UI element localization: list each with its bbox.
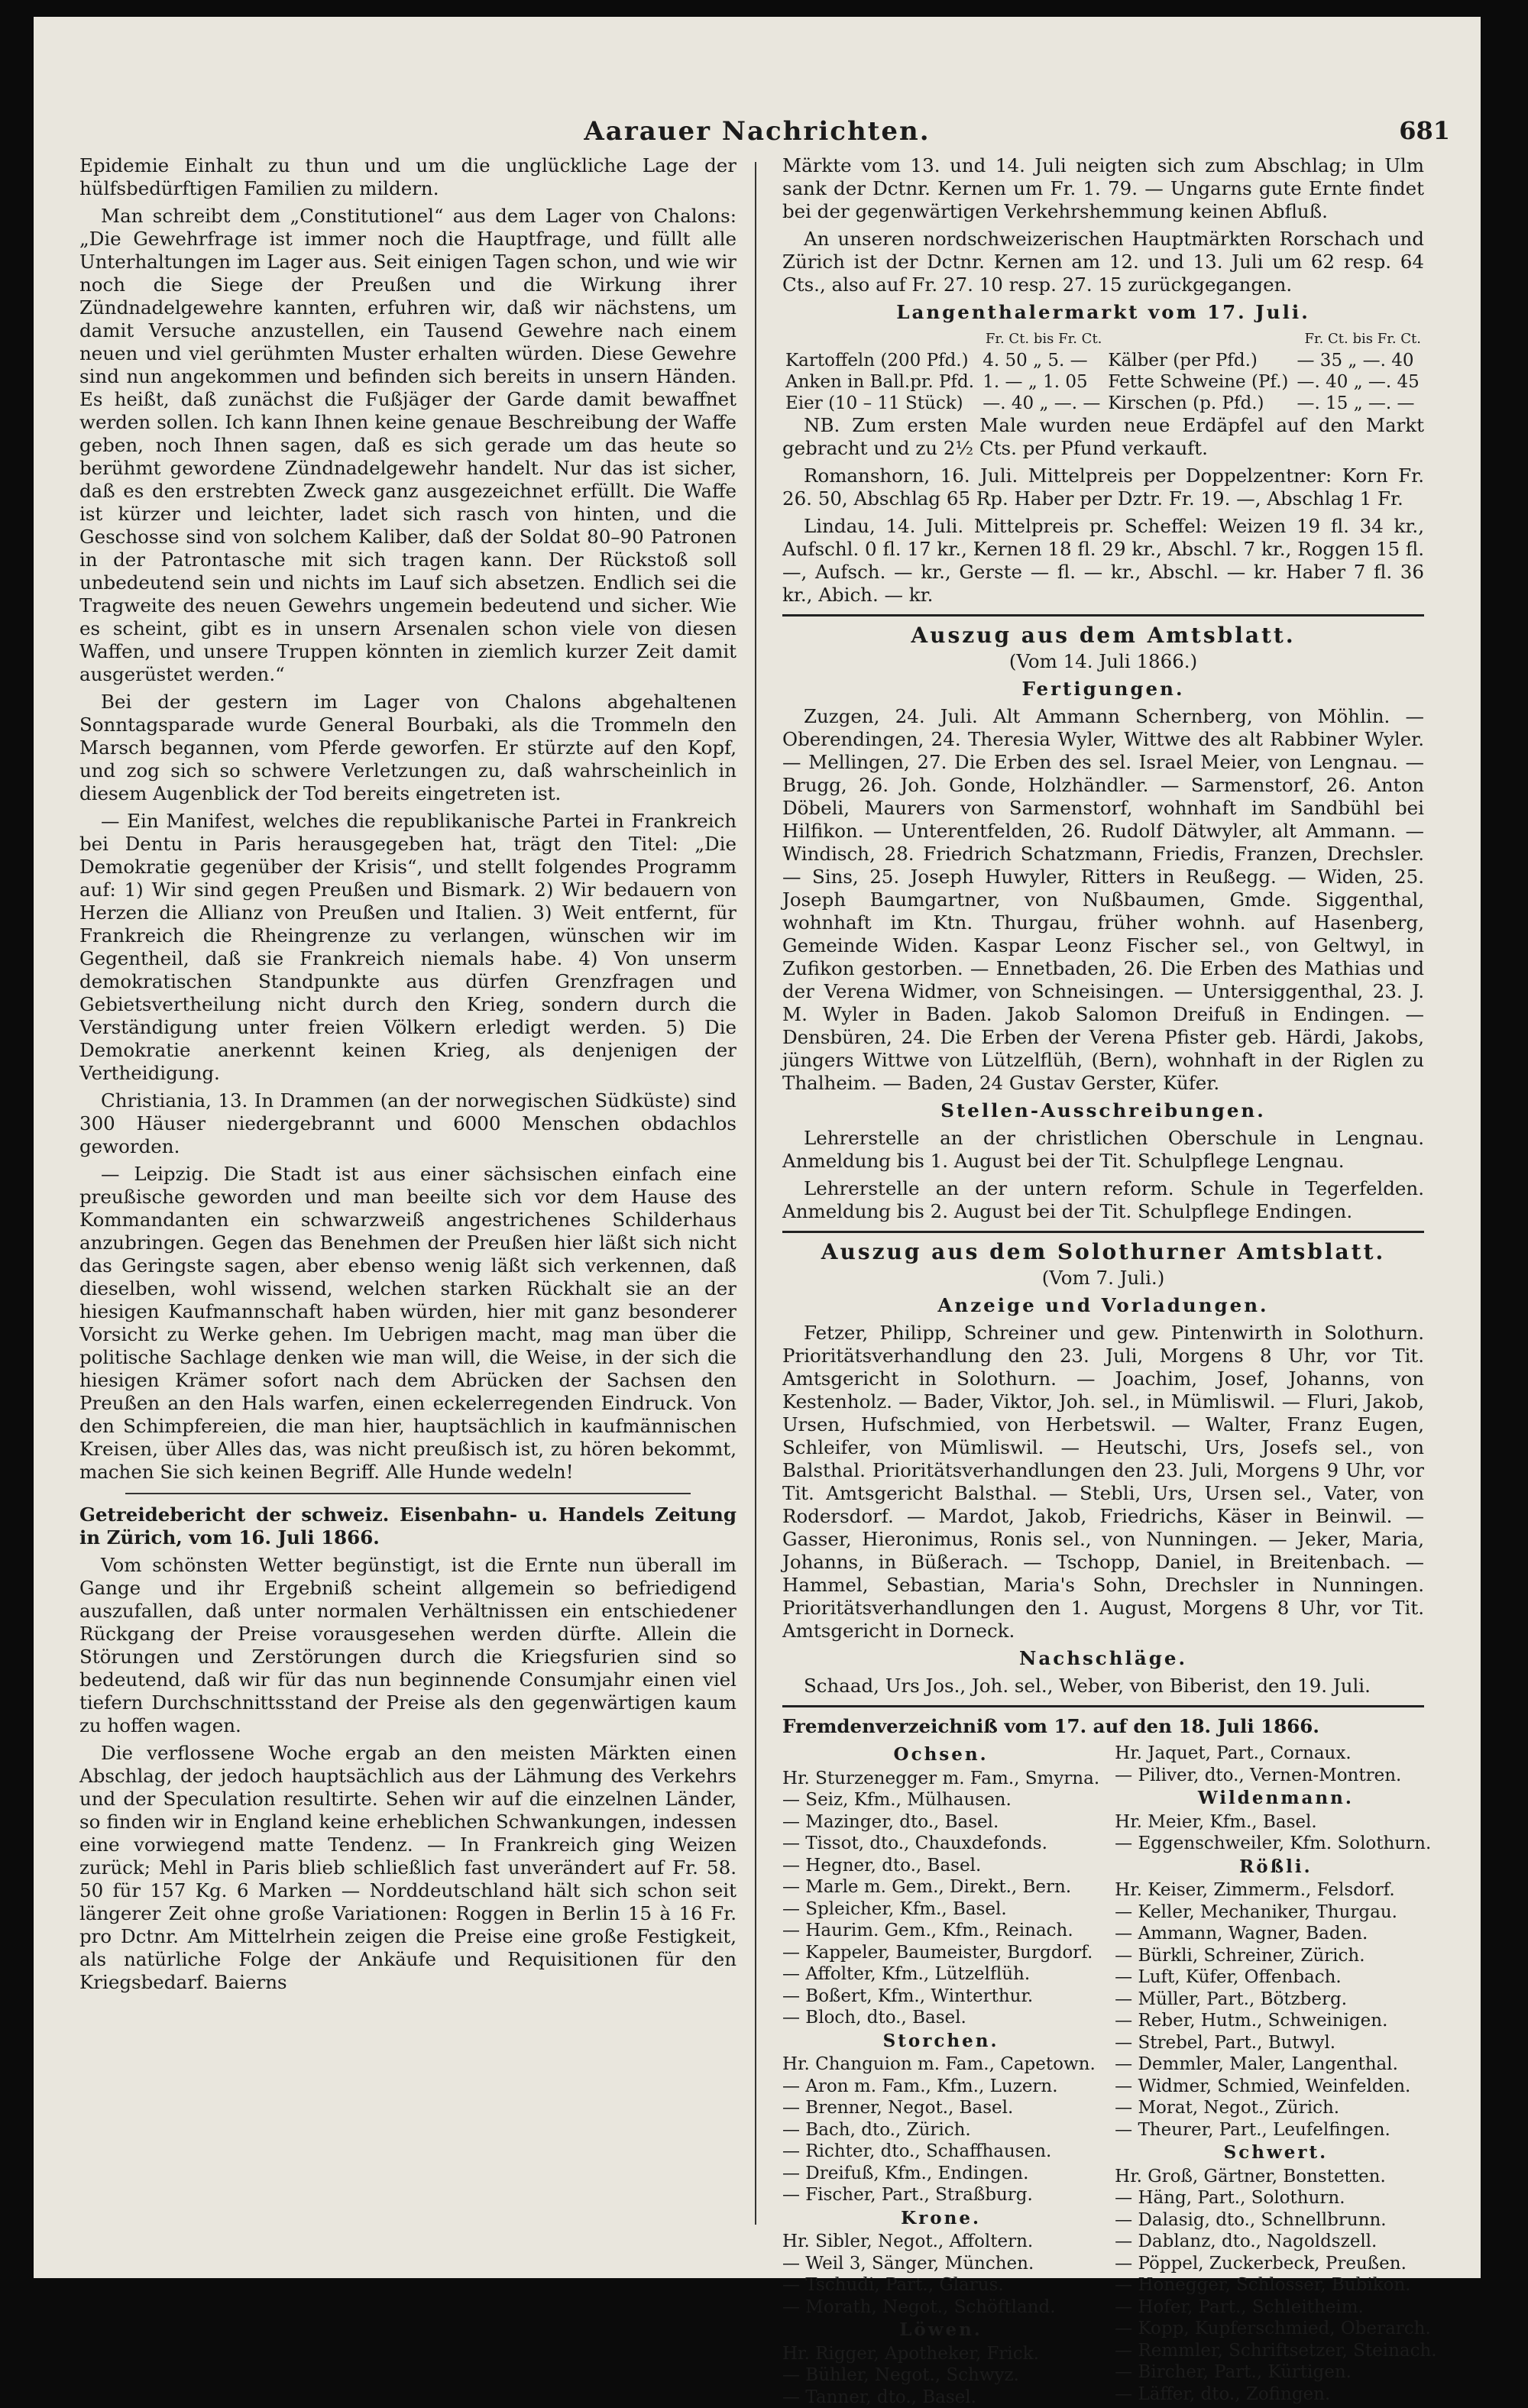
article-paragraph: — Leipzig. Die Stadt ist aus einer sächsischen einfach eine preußische geworden und man beeilte sich vor dem Hause des Kommandanten ein schwarzweiß angestrichenes Schilderhaus anzubringen. Gegen das Benehmen der Preußen hier läßt sich nicht das Geringste sagen, aber ebenso wenig läßt sich verkennen, daß dieselben, wohl wissend, welchen starken Rückhalt sie an der hiesigen Kaufmannschaft haben würden, hier mit ganz besonderer Vorsicht zu Werke gehen. Im Uebrigen macht, mag man über die politische Sachlage denken wie man will, die Weise, in der sich die hiesigen Krämer sofort nach dem Abrücken der Sachsen den Preußen an den Hals warfen, einen eckelerregenden Eindruck. Von den Schimpfereien, die man hier, hauptsächlich in kaufmännischen Kreisen, über Alles das, was nicht preußisch ist, zu hören bekommt, machen Sie sich keinen Begriff. Alle Hunde wedeln! xyxy=(79,1163,736,1484)
hotel-name: Löwen. xyxy=(782,2319,1099,2342)
guest-entry: — Spleicher, Kfm., Basel. xyxy=(782,1898,1099,1921)
newspaper-page xyxy=(34,17,1481,2278)
section-rule xyxy=(782,1705,1424,1707)
report-heading: Getreidebericht der schweiz. Eisenbahn- u. Handels Zeitung in Zürich, vom 16. Juli 1866. xyxy=(79,1503,736,1549)
stellen-heading: Stellen-Ausschreibungen. xyxy=(782,1099,1424,1122)
page-header xyxy=(34,32,1481,131)
article-paragraph: Schaad, Urs Jos., Joh. sel., Weber, von Biberist, den 19. Juli. xyxy=(782,1675,1424,1698)
guest-entry: — Dalasig, dto., Schnellbrunn. xyxy=(1115,2209,1436,2232)
article-paragraph: Romanshorn, 16. Juli. Mittelpreis per Doppelzentner: Korn Fr. 26. 50, Abschlag 65 Rp. Haber per Dztr. Fr. 19. —, Abschlag 1 Fr. xyxy=(782,464,1424,510)
guest-entry: — Marle m. Gem., Direkt., Bern. xyxy=(782,1876,1099,1898)
fertigungen-heading: Fertigungen. xyxy=(782,678,1424,701)
fremden-title: Fremdenverzeichniß vom 17. auf den 18. Juli 1866. xyxy=(782,1715,1424,1738)
article-paragraph: Märkte vom 13. und 14. Juli neigten sich zum Abschlag; in Ulm sank der Dctnr. Kernen um Fr. 1. 79. — Ungarns gute Ernte findet bei der gegenwärtigen Verkehrshemmung keinen Abfluß. xyxy=(782,154,1424,223)
guest-entry: — Häng, Part., Solothurn. xyxy=(1115,2187,1436,2209)
guest-column-right xyxy=(1115,1743,1436,2408)
guest-entry: — Kappeler, Baumeister, Burgdorf. xyxy=(782,1942,1099,1964)
guest-entry: — Haurim. Gem., Kfm., Reinach. xyxy=(782,1920,1099,1942)
guest-entry: — Morath, Negot., Schöftland. xyxy=(782,2296,1099,2319)
guest-entry: — Keller, Mechaniker, Thurgau. xyxy=(1115,1901,1436,1924)
section-rule xyxy=(782,1231,1424,1233)
guest-entry: — Richter, dto., Schaffhausen. xyxy=(782,2141,1099,2163)
anzeige-heading: Anzeige und Vorladungen. xyxy=(782,1294,1424,1317)
guest-entry: Hr. Changuion m. Fam., Capetown. xyxy=(782,2054,1099,2076)
column-divider xyxy=(755,162,756,2225)
table-cell: — 35 „ —. 40 xyxy=(1294,350,1425,371)
guest-entry: — Hofer, Part., Schleitheim. xyxy=(1115,2296,1436,2319)
table-row xyxy=(782,371,1424,393)
hotel-name: Wildenmann. xyxy=(1115,1788,1436,1810)
guest-entry: — Fischer, Part., Straßburg. xyxy=(782,2184,1099,2206)
amtsblatt-title: Auszug aus dem Amtsblatt. xyxy=(782,624,1424,647)
market-title: Langenthalermarkt vom 17. Juli. xyxy=(782,301,1424,324)
guest-entry: — Luft, Küfer, Offenbach. xyxy=(1115,1966,1436,1989)
table-cell: 4. 50 „ 5. — xyxy=(979,350,1105,371)
guest-entry: — Boßert, Kfm., Winterthur. xyxy=(782,1986,1099,2008)
guest-entry: — Kopp, Kupferschmied, Oberarch. xyxy=(1115,2318,1436,2340)
amtsblatt-date: (Vom 14. Juli 1866.) xyxy=(782,650,1424,673)
article-paragraph: Zuzgen, 24. Juli. Alt Ammann Schernberg, von Möhlin. — Oberendingen, 24. Theresia Wyler, Wittwe des alt Rabbiner Wyler. — Mellingen, 27. Die Erben des sel. Israel Meier, von Lengnau. — Brugg, 26. Joh. Gonde, Holzhändler. — Sarmenstorf, 26. Anton Döbeli, Maurers von Sarmenstorf, wohnhaft im Sandbühl bei Hilfikon. — Unterentfelden, 26. Rudolf Dätwyler, alt Ammann. — Windisch, 28. Friedrich Schatzmann, Friedis, Franzen, Drechsler. — Sins, 25. Joseph Huwyler, Ritters in Reußegg. — Widen, 25. Joseph Baumgartner, von Nußbaumen, Gmde. Siggenthal, wohnhaft im Ktn. Thurgau, früher wohnh. auf Hasenberg, Gemeinde Widen. Kaspar Leonz Fischer sel., von Geltwyl, in Zufikon gestorben. — Ennetbaden, 26. Die Erben des Mathias und der Verena Widmer, von Schneisingen. — Untersiggenthal, 23. J. M. Wyler in Baden. Jakob Salomon Dreifuß in Endingen. — Densbüren, 24. Die Erben der Verena Pfister geb. Härdi, Jakobs, jüngers Wittwe von Lützelflüh, (Bern), wohnhaft in der Riglen zu Thalheim. — Baden, 24 Gustav Gerster, Küfer. xyxy=(782,705,1424,1095)
guest-entry: — Affolter, Kfm., Lützelflüh. xyxy=(782,1963,1099,1986)
table-cell: Kälber (per Pfd.) xyxy=(1105,350,1293,371)
article-paragraph: NB. Zum ersten Male wurden neue Erdäpfel auf den Markt gebracht und zu 2½ Cts. per Pfund verkauft. xyxy=(782,414,1424,460)
article-paragraph: — Ein Manifest, welches die republikanische Partei in Frankreich bei Dentu in Paris herausgegeben hat, trägt den Titel: „Die Demokratie gegenüber der Krisis“, und stellt folgendes Programm auf: 1) Wir sind gegen Preußen und Bismark. 2) Wir bedauern von Herzen die Allianz von Preußen und Italien. 3) Weit entfernt, für Frankreich die Rheingrenze zu verlangen, wünschen wir im Gegentheil, daß sie Frankreich niemals habe. 4) Von unserm demokratischen Standpunkte aus dürfen Grenzfragen und Gebietsvertheilung nicht durch den Krieg, sondern durch die Verständigung unter freien Völkern erledigt werden. 5) Die Demokratie anerkennt keinen Krieg, als denjenigen der Vertheidigung. xyxy=(79,810,736,1085)
table-cell: Eier (10 – 11 Stück) xyxy=(782,393,979,414)
solothurn-date: (Vom 7. Juli.) xyxy=(782,1267,1424,1290)
left-column xyxy=(79,154,736,1999)
table-cell: Kartoffeln (200 Pfd.) xyxy=(782,350,979,371)
article-paragraph: Lehrerstelle an der christlichen Oberschule in Lengnau. Anmeldung bis 1. August bei der Tit. Schulpflege Lengnau. xyxy=(782,1127,1424,1173)
page-number: 681 xyxy=(1399,116,1450,145)
guest-entry: Hr. Sturzenegger m. Fam., Smyrna. xyxy=(782,1768,1099,1790)
article-paragraph: Vom schönsten Wetter begünstigt, ist die Ernte nun überall im Gange und ihr Ergebniß scheint allgemein so befriedigend auszufallen, daß unter normalen Verhältnissen ein entschiedener Rückgang der Preise vorausgesehen werden dürfte. Allein die Störungen und Zerstörungen durch die Kriegsfurien sind so bedeutend, daß wir für das nun beginnende Consumjahr einen viel tiefern Durchschnittsstand der Preise als den gegenwärtigen kaum zu hoffen wagen. xyxy=(79,1554,736,1737)
market-column-head: Fr. Ct. bis Fr. Ct. xyxy=(979,329,1105,350)
hotel-name: Storchen. xyxy=(782,2031,1099,2053)
table-cell: —. 15 „ —. — xyxy=(1294,393,1425,414)
guest-entry: — Hegner, dto., Basel. xyxy=(782,1855,1099,1877)
guest-entry: Hr. Meier, Kfm., Basel. xyxy=(1115,1811,1436,1834)
article-paragraph: Lehrerstelle an der untern reform. Schule in Tegerfelden. Anmeldung bis 2. August bei der Tit. Schulpflege Endingen. xyxy=(782,1177,1424,1223)
guest-entry: — Bach, dto., Zürich. xyxy=(782,2119,1099,2141)
page-title: Aarauer Nachrichten. xyxy=(34,116,1481,147)
guest-list xyxy=(782,1743,1424,2408)
hotel-name: Krone. xyxy=(782,2208,1099,2230)
table-cell: Kirschen (p. Pfd.) xyxy=(1105,393,1293,414)
guest-entry: — Tschudi, Part., Glarus. xyxy=(782,2274,1099,2296)
solothurn-title: Auszug aus dem Solothurner Amtsblatt. xyxy=(782,1241,1424,1264)
guest-entry: — Remmler, Schriftsetzer, Steinach. xyxy=(1115,2340,1436,2362)
article-paragraph: Fetzer, Philipp, Schreiner und gew. Pintenwirth in Solothurn. Prioritätsverhandlung den 23. Juli, Morgens 8 Uhr, vor Tit. Amtsgericht in Solothurn. — Joachim, Josef, Johanns, von Kestenholz. — Bader, Viktor, Joh. sel., in Mümliswil. — Fluri, Jakob, Ursen, Hufschmied, von Herbetswil. — Walter, Franz Eugen, Schleifer, von Mümliswil. — Heutschi, Urs, Josefs sel., von Balsthal. Prioritätsverhandlungen den 23. Juli, Morgens 9 Uhr, vor Tit. Amtsgericht Balsthal. — Stebli, Urs, Ursen sel., Vater, von Rodersdorf. — Mardot, Jakob, Friedrichs, Käser in Beinwil. — Gasser, Hieronimus, Ronis sel., von Nunningen. — Jeker, Maria, Johanns, in Büßerach. — Tschopp, Daniel, in Breitenbach. — Hammel, Sebastian, Maria's Sohn, Drechsler in Nunningen. Prioritätsverhandlungen den 1. August, Morgens 8 Uhr, vor Tit. Amtsgericht in Dorneck. xyxy=(782,1322,1424,1643)
guest-entry: Hr. Groß, Gärtner, Bonstetten. xyxy=(1115,2166,1436,2188)
right-column xyxy=(782,154,1424,2408)
nachschlaege-heading: Nachschläge. xyxy=(782,1647,1424,1670)
article-paragraph: An unseren nordschweizerischen Hauptmärkten Rorschach und Zürich ist der Dctnr. Kernen am 12. und 13. Juli um 62 resp. 64 Cts., also auf Fr. 27. 10 resp. 27. 15 zurückgegangen. xyxy=(782,228,1424,296)
market-column-head: Fr. Ct. bis Fr. Ct. xyxy=(1294,329,1425,350)
article-paragraph: Bei der gestern im Lager von Chalons abgehaltenen Sonntagsparade wurde General Bourbaki, als die Trommeln den Marsch begannen, vom Pferde geworfen. Er stürzte auf den Kopf, und zog sich so schwere Verletzungen zu, daß wahrscheinlich in diesem Augenblick der Tod bereits eingetreten ist. xyxy=(79,691,736,805)
table-cell: Fette Schweine (Pf.) xyxy=(1105,371,1293,393)
article-paragraph: Die verflossene Woche ergab an den meisten Märkten einen Abschlag, der jedoch hauptsächlich aus der Lähmung des Verkehrs und der Speculation resultirte. Sehen wir auf die einzelnen Länder, so finden wir in England keine erheblichen Schwankungen, indessen eine vorwiegend matte Tendenz. — In Frankreich ging Weizen zurück; Mehl in Paris blieb schließlich fast unverändert auf Fr. 58. 50 für 157 Kg. 6 Marken — Norddeutschland hält sich schon seit längerer Zeit ohne große Variationen: Roggen in Berlin 15 à 16 Fr. pro Dctnr. Am Mittelrhein zeigen die Preise eine große Festigkeit, als natürliche Folge der Ankäufe und Requisitionen für den Kriegsbedarf. Baierns xyxy=(79,1742,736,1994)
guest-entry: — Strebel, Part., Butwyl. xyxy=(1115,2032,1436,2054)
article-paragraph: Lindau, 14. Juli. Mittelpreis pr. Scheffel: Weizen 19 fl. 34 kr., Aufschl. 0 fl. 17 kr., Kernen 18 fl. 29 kr., Abschl. 7 kr., Roggen 15 fl. —, Aufsch. — kr., Gerste — fl. — kr., Abschl. — kr. Haber 7 fl. 36 kr., Abich. — kr. xyxy=(782,515,1424,607)
guest-entry: — Widmer, Schmied, Weinfelden. xyxy=(1115,2076,1436,2098)
guest-entry: — Piliver, dto., Vernen-Montren. xyxy=(1115,1765,1436,1787)
guest-entry: — Müller, Part., Bötzberg. xyxy=(1115,1989,1436,2011)
guest-entry: — Eggenschweiler, Kfm. Solothurn. xyxy=(1115,1833,1436,1855)
guest-entry: — Seiz, Kfm., Mülhausen. xyxy=(782,1789,1099,1811)
guest-entry: — Reber, Hutm., Schweinigen. xyxy=(1115,2010,1436,2032)
guest-entry: — Bühler, Negot., Schwyz. xyxy=(782,2364,1099,2387)
article-paragraph: Christiania, 13. In Drammen (an der norwegischen Südküste) sind 300 Häuser niedergebrannt und 6000 Menschen obdachlos geworden. xyxy=(79,1089,736,1158)
guest-entry: — Läffer, dto., Zofingen. xyxy=(1115,2384,1436,2406)
guest-entry: — Honegger, Schlosser, Bubikon. xyxy=(1115,2274,1436,2296)
guest-entry: — Tanner, dto., Basel. xyxy=(782,2387,1099,2408)
table-row xyxy=(782,350,1424,371)
guest-entry: — Dablanz, dto., Nagoldszell. xyxy=(1115,2231,1436,2253)
guest-entry: — Ammann, Wagner, Baden. xyxy=(1115,1923,1436,1945)
guest-entry: — Weil 3, Sänger, München. xyxy=(782,2253,1099,2275)
article-paragraph: Man schreibt dem „Constitutionel“ aus dem Lager von Chalons: „Die Gewehrfrage ist immer noch die Hauptfrage, und füllt alle Unterhaltungen im Lager aus. Seit einigen Tagen schon, und wie wir noch die Siege der Preußen und die Wirkung ihrer Zündnadelgewehre kannten, erfuhren wir, daß wir nächstens, um damit Versuche anzustellen, ein Tausend Gewehre nach einem neuen und viel gerühmten Muster erhalten würden. Diese Gewehre sind nun angekommen und befinden sich bereits in unsern Händen. Es heißt, daß zunächst die Fußjäger der Garde damit bewaffnet werden sollen. Ich kann Ihnen keine genaue Beschreibung der Waffe geben, noch Ihnen sagen, daß es sich gerade um das heute so berühmt gewordene Zündnadelgewehr handelt. Nur das ist sicher, daß es den erstrebten Zweck ganz ausgezeichnet erfüllt. Die Waffe ist kürzer und leichter, ladet sich rasch von hinten, und die Geschosse sind von solchem Kaliber, daß der Soldat 80–90 Patronen in der Patrontasche mit sich tragen kann. Der Rückstoß soll unbedeutend sein und nichts im Lauf sich absetzen. Endlich sei die Tragweite des neuen Gewehrs ungemein bedeutend und sicher. Wie es scheint, gibt es in unsern Arsenalen schon viele von diesen Waffen, und unsere Truppen könnten in ziemlich kurzer Zeit damit ausgerüstet werden.“ xyxy=(79,205,736,686)
guest-entry: — Demmler, Maler, Langenthal. xyxy=(1115,2054,1436,2076)
guest-entry: Hr. Sibler, Negot., Affoltern. xyxy=(782,2231,1099,2253)
table-cell: 1. — „ 1. 05 xyxy=(979,371,1105,393)
section-rule xyxy=(125,1493,691,1494)
guest-entry: — Tissot, dto., Chauxdefonds. xyxy=(782,1833,1099,1855)
table-cell: Anken in Ball.pr. Pfd. xyxy=(782,371,979,393)
guest-entry: — Mazinger, dto., Basel. xyxy=(782,1811,1099,1834)
guest-entry: — Bürkli, Schreiner, Zürich. xyxy=(1115,1945,1436,1967)
guest-entry: — Theurer, Part., Leufelfingen. xyxy=(1115,2119,1436,2141)
guest-entry: — Aron m. Fam., Kfm., Luzern. xyxy=(782,2076,1099,2098)
table-row xyxy=(782,393,1424,414)
table-cell: —. 40 „ —. 45 xyxy=(1294,371,1425,393)
guest-entry: — Bloch, dto., Basel. xyxy=(782,2007,1099,2029)
guest-entry: — Dreifuß, Kfm., Endingen. xyxy=(782,2163,1099,2185)
hotel-name: Schwert. xyxy=(1115,2142,1436,2164)
market-table xyxy=(782,329,1424,414)
guest-entry: Hr. Jaquet, Part., Cornaux. xyxy=(1115,1743,1436,1765)
hotel-name: Ochsen. xyxy=(782,1744,1099,1766)
section-rule xyxy=(782,614,1424,617)
guest-entry: — Morat, Negot., Zürich. xyxy=(1115,2097,1436,2119)
guest-entry: Hr. Rigger, Apotheker, Frick. xyxy=(782,2343,1099,2365)
guest-entry: Hr. Keiser, Zimmerm., Felsdorf. xyxy=(1115,1879,1436,1901)
guest-entry: — Bircher, Part., Kürtigen. xyxy=(1115,2361,1436,2384)
guest-entry: — Brenner, Negot., Basel. xyxy=(782,2097,1099,2119)
table-cell: —. 40 „ —. — xyxy=(979,393,1105,414)
guest-entry: — Pöppel, Zuckerbeck, Preußen. xyxy=(1115,2253,1436,2275)
hotel-name: Rößli. xyxy=(1115,1856,1436,1879)
guest-column-left xyxy=(782,1743,1099,2408)
article-paragraph: Epidemie Einhalt zu thun und um die unglückliche Lage der hülfsbedürftigen Familien zu mildern. xyxy=(79,154,736,200)
